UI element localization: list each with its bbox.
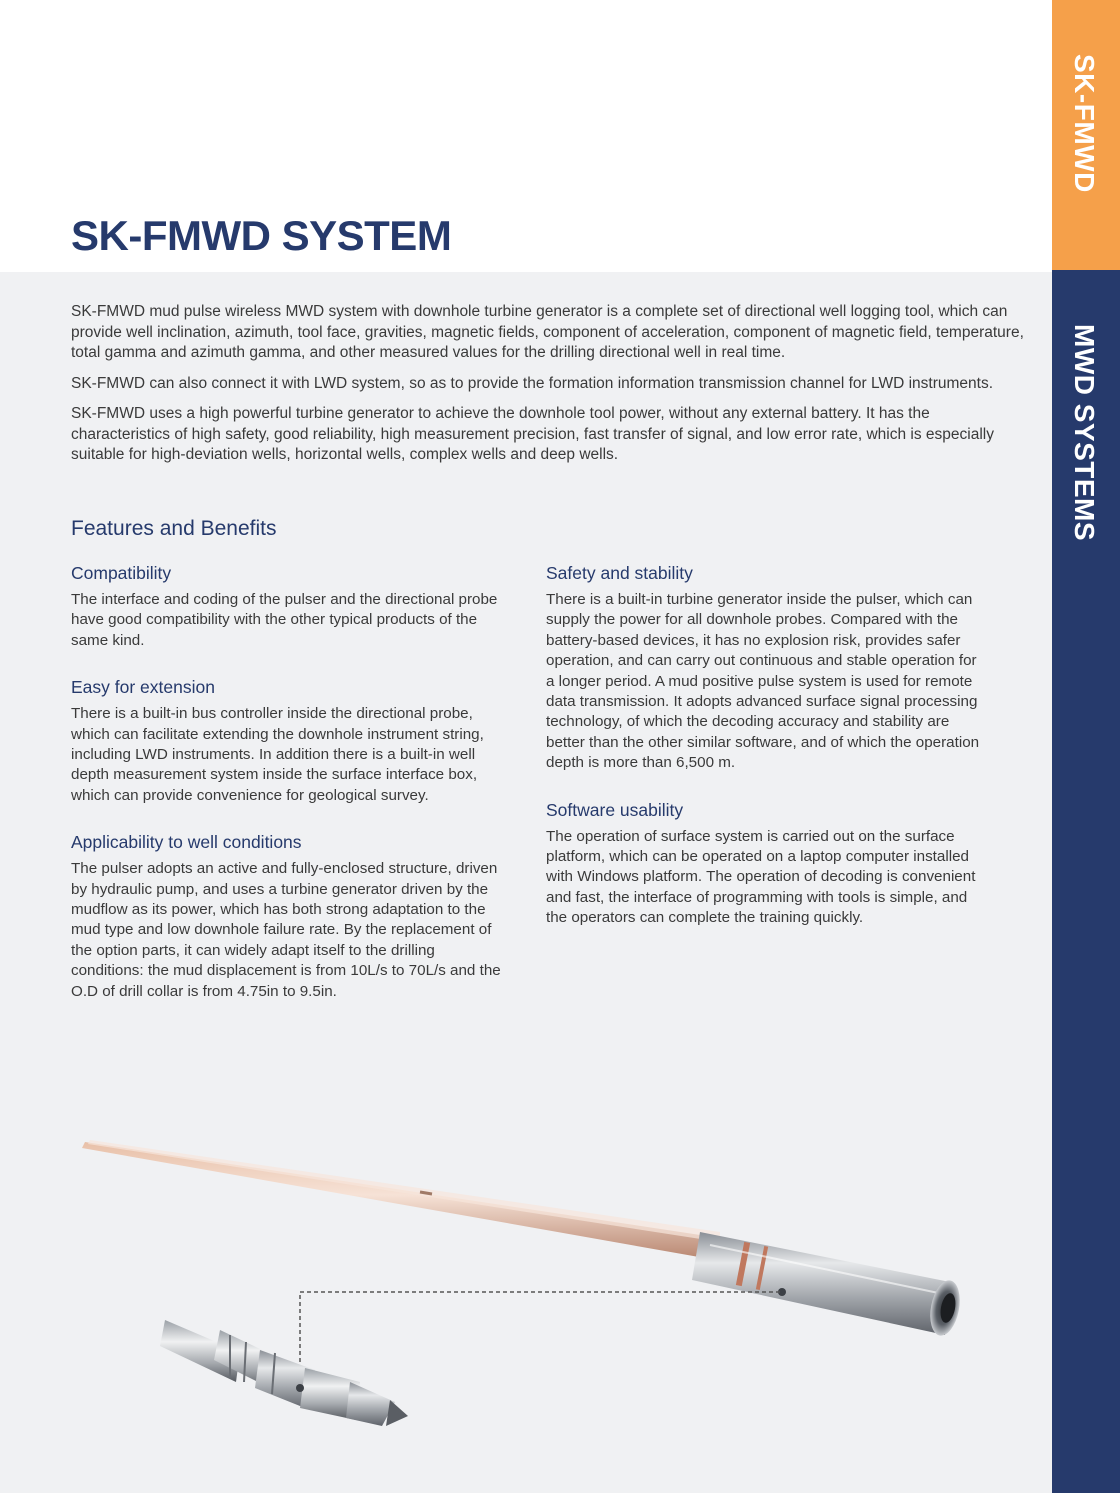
intro-paragraph-2: SK-FMWD can also connect it with LWD system, so as to provide the formation information transmission channel for LWD instruments. — [71, 374, 994, 392]
feature-title: Software usability — [546, 799, 684, 820]
features-left-column — [71, 563, 511, 1028]
intro-paragraph-1: SK-FMWD mud pulse wireless MWD system with downhole turbine generator is a complete set of directional well logging tool, which can provide well inclination, azimuth, tool face, gravities, magnetic fields, component of acceleration, component of magnetic field, temperature, total gamma and azimuth gamma, and other measured values for the drilling directional well in real time. — [71, 303, 1024, 361]
intro-section — [71, 302, 1031, 476]
features-heading: Features and Benefits — [71, 517, 277, 540]
features-right-column — [546, 563, 986, 955]
feature-title: Safety and stability — [546, 563, 693, 583]
feature-title: Compatibility — [71, 563, 172, 583]
feature-text: The operation of surface system is carried out on the surface platform, which can be operated on a laptop computer installed with Windows platform. The operation of decoding is convenient and fast, the interface of programming with tools is simple, and the operators can complete the training quickly. — [546, 827, 976, 927]
feature-text: There is a built-in turbine generator inside the pulser, which can supply the power for all downhole probes. Compared with the battery-based devices, it has no explosion risk, provides safer operation, and can carry out continuous and stable operation for a longer period. A mud positive pulse system is used for remote data transmission. It adopts advanced surface signal processing technology, of which the decoding accuracy and stability are better than the other similar software, and of which the operation depth is more than 6,500 m. — [546, 591, 980, 772]
mwd-tool-illustration — [60, 1120, 1000, 1450]
feature-safety-stability — [546, 563, 986, 774]
sidebar-category-label: MWD SYSTEMS — [1069, 324, 1100, 542]
page-title: SK-FMWD SYSTEM — [71, 212, 452, 259]
probe-rod — [82, 1140, 720, 1260]
feature-text: The pulser adopts an active and fully-enclosed structure, driven by hydraulic pump, and uses a turbine generator driven by the mudflow as its power, which has both strong adaptation to the mud type and low downhole failure rate. By the replacement of the option parts, it can widely adapt itself to the drilling conditions: the mud displacement is from 10L/s to 70L/s and the O.D of drill collar is from 4.75in to 9.5in. — [71, 860, 501, 1000]
sidebar-product-label: SK-FMWD — [1069, 54, 1100, 193]
intro-paragraph-3: SK-FMWD uses a high powerful turbine generator to achieve the downhole tool power, without any external battery. It has the characteristics of high safety, good reliability, high measurement precision, fast transfer of signal, and low error rate, which is especially suitable for high-deviation wells, horizontal wells, complex wells and deep wells. — [71, 405, 994, 463]
feature-applicability — [71, 832, 511, 1002]
feature-software-usability — [546, 800, 986, 929]
turbine-generator — [160, 1320, 408, 1426]
callout-line — [300, 1292, 780, 1388]
feature-text: There is a built-in bus controller inside the directional probe, which can facilitate extending the downhole instrument string, including LWD instruments. In addition there is a built-in well depth measurement system inside the surface interface box, which can provide convenience for geological survey. — [71, 705, 484, 804]
sidebar-product-tab — [1052, 0, 1120, 270]
feature-title: Applicability to well conditions — [71, 832, 302, 853]
sidebar-category-tab — [1052, 270, 1120, 1493]
pulser-body — [692, 1232, 964, 1338]
feature-text: The interface and coding of the pulser and the directional probe have good compatibility with the other typical products of the same kind. — [71, 591, 498, 649]
feature-compatibility — [71, 563, 511, 651]
feature-easy-extension — [71, 677, 511, 806]
feature-title: Easy for extension — [71, 677, 215, 698]
